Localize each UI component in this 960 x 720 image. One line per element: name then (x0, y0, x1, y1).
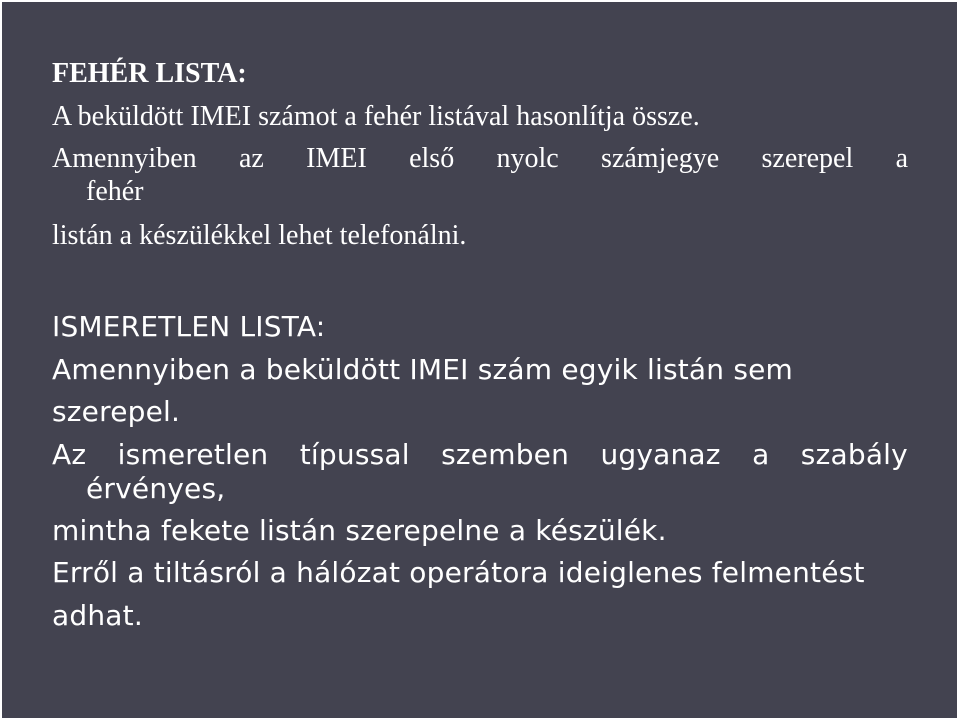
white-list-line-3: listán a készülékkel lehet telefonálni. (52, 220, 467, 251)
unknown-list-line-4: Erről a tiltásról a hálózat operátora ideiglenes felmentést (52, 556, 865, 589)
slide (2, 2, 957, 718)
word: típussal (299, 438, 410, 471)
unknown-list-line-2 (52, 438, 908, 471)
word: első (409, 143, 455, 174)
word: ugyanaz (600, 438, 721, 471)
unknown-list-heading: ISMERETLEN LISTA: (52, 310, 326, 343)
word: az (238, 143, 264, 174)
word: nyolc (496, 143, 559, 174)
word: Az (52, 438, 87, 471)
word: a (895, 143, 908, 174)
white-list-line-1: A beküldött IMEI számot a fehér listával hasonlítja össze. (52, 101, 700, 132)
unknown-list-line-2-cont: érvényes, (86, 472, 226, 505)
unknown-list-line-5: adhat. (52, 599, 143, 632)
word: Amennyiben (52, 143, 197, 174)
word: számjegye (601, 143, 720, 174)
unknown-list-line-3: mintha fekete listán szerepelne a készülék. (52, 514, 667, 547)
white-list-heading: FEHÉR LISTA: (52, 58, 247, 89)
unknown-list-line-1-cont: szerepel. (52, 395, 181, 428)
word: a (752, 438, 770, 471)
white-list-line-2 (52, 145, 908, 173)
white-list-line-2-cont: fehér (86, 176, 144, 207)
word: szerepel (761, 143, 854, 174)
word: szabály (800, 438, 908, 471)
word: IMEI (306, 143, 367, 174)
word: szemben (441, 438, 570, 471)
unknown-list-line-1: Amennyiben a beküldött IMEI szám egyik listán sem (52, 353, 794, 386)
word: ismeretlen (117, 438, 269, 471)
